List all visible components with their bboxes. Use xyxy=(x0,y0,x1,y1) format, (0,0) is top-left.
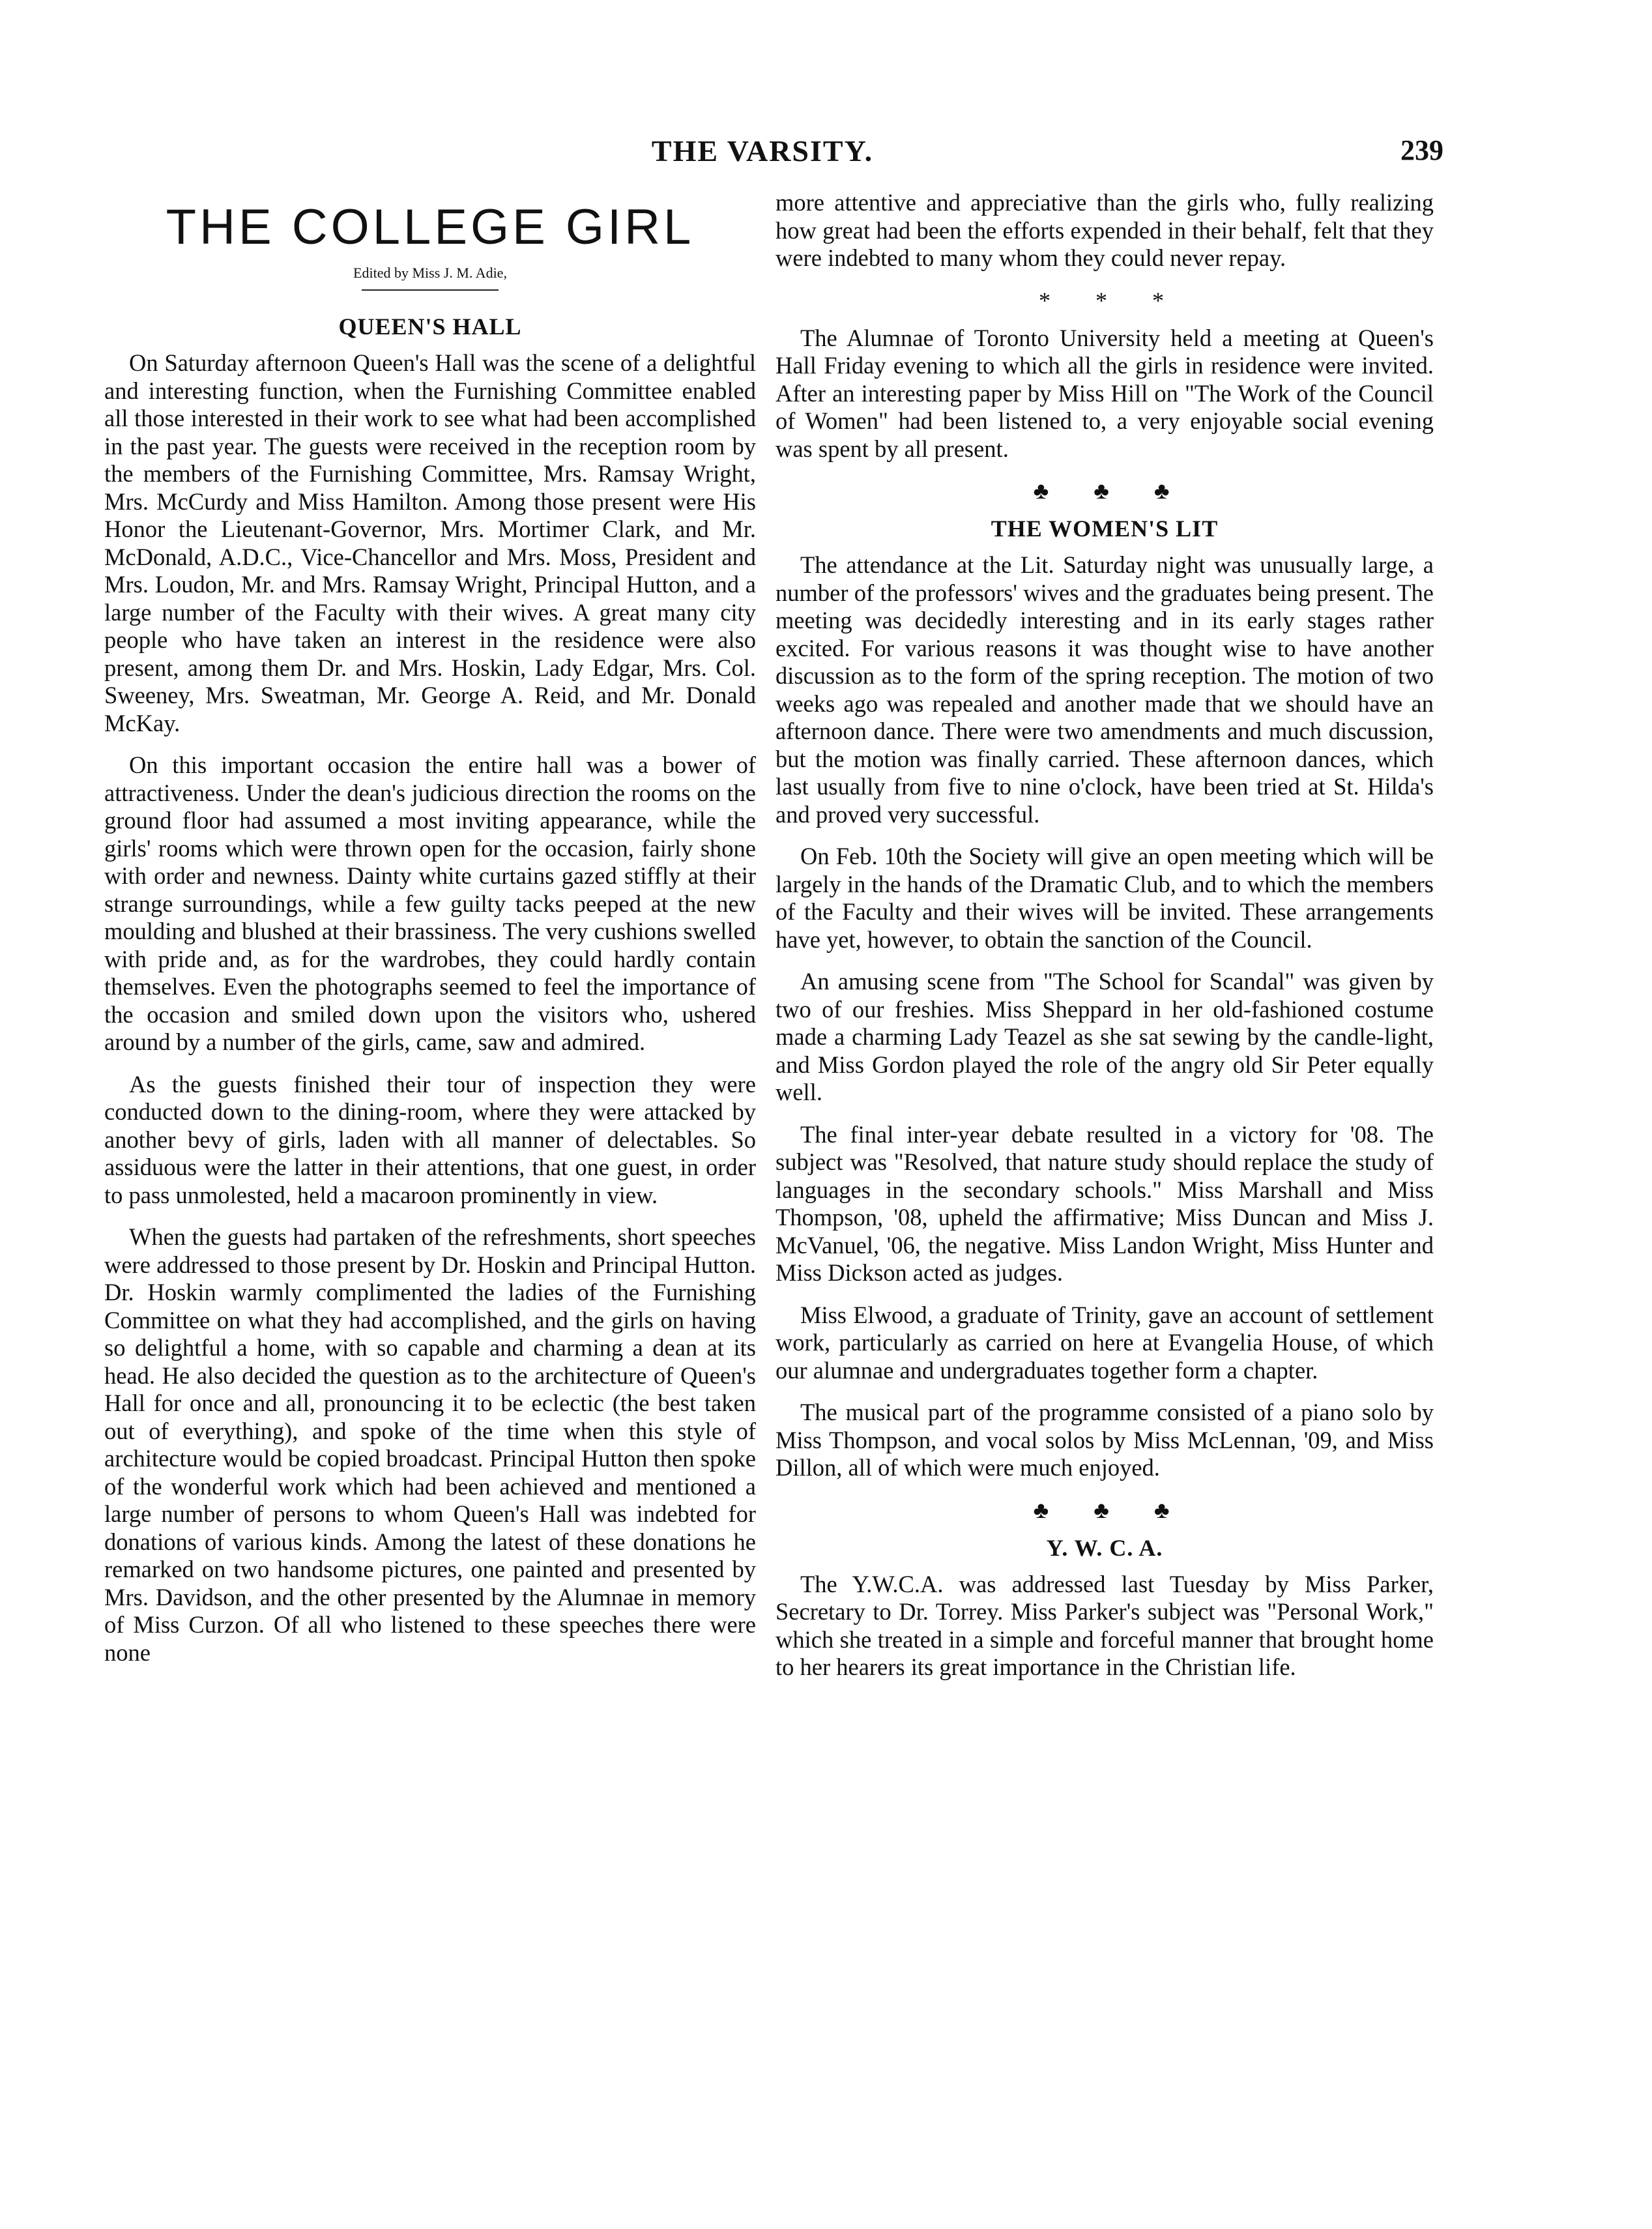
article-paragraph: Miss Elwood, a graduate of Trinity, gave an account of settlement work, particularly as carried on here at Evangelia House, of which our alumnae and undergraduates together form a chapter. xyxy=(775,1301,1434,1384)
page-number: 239 xyxy=(1400,134,1443,166)
department-title: THE COLLEGE GIRL xyxy=(166,199,695,255)
running-title: THE VARSITY. xyxy=(651,134,874,168)
left-column xyxy=(104,186,756,1681)
womens-lit-heading: THE WOMEN'S LIT xyxy=(991,516,1219,542)
article-paragraph: An amusing scene from "The School for Scandal" was given by two of our freshies. Miss Sheppard in her old-fashioned costume made a charming Lady Teazel as she sat sewing by the candle-light, and Miss Gordon played the role of the angry old Sir Peter equally well. xyxy=(775,968,1434,1105)
article-paragraph: The final inter-year debate resulted in a victory for '08. The subject was "Resolved, that nature study should replace the study of languages in the secondary schools." Miss Marshall and Miss Thompson, '08, upheld the affirmative; Miss Duncan and Miss J. McVanuel, '06, the negative. Miss Landon Wright, Miss Hunter and Miss Dickson acted as judges. xyxy=(775,1120,1434,1286)
article-paragraph: On this important occasion the entire hall was a bower of attractiveness. Under the dean's judicious direction the rooms on the ground floor had assumed a most inviting appearance, while the girls' rooms which were thrown open for the occasion, fairly shone with order and newness. Dainty white curtains gazed stiffly at their strange surroundings, while a few guilty tacks peeped at the new moulding and blushed at their brassiness. The very cushions swelled with pride and, as for the wardrobes, they could hardly contain themselves. Even the photographs seemed to feel the importance of the occasion and smiled down upon the visitors who, ushered around by a number of the girls, came, saw and admired. xyxy=(104,751,756,1055)
article-paragraph: The musical part of the programme consisted of a piano solo by Miss Thompson, and vocal solos by Miss McLennan, '09, and Miss Dillon, all of which were much enjoyed. xyxy=(775,1399,1434,1481)
article-paragraph: On Feb. 10th the Society will give an open meeting which will be largely in the hands of the Dramatic Club, and to which the members of the Faculty and their wives will be invited. These arrangements have yet, however, to obtain the sanction of the Council. xyxy=(775,843,1434,953)
continued-paragraph: more attentive and appreciative than the girls who, fully realizing how great had been the efforts expended in their behalf, felt that they were indebted to many whom they could never repay. xyxy=(775,189,1434,271)
byline: Edited by Miss J. M. Adie, xyxy=(353,265,507,281)
queens-hall-heading: QUEEN'S HALL xyxy=(338,313,522,340)
section-ornament: * * * xyxy=(1039,287,1183,313)
article-paragraph: When the guests had partaken of the refreshments, short speeches were addressed to those present by Dr. Hoskin and Principal Hutton. Dr. Hoskin warmly complimented the ladies of the Furnishing Committee on what they had accomplished, and the girls on having so delightful a home, with so capable and charming a dean at its head. He also decided the question as to the architecture of Queen's Hall for once and all, pronouncing it to be eclectic (the best taken out of everything), and spoke of the time when this style of architecture would be copied broadcast. Principal Hutton then spoke of the wonderful work which had been achieved and mentioned a large number of persons to whom Queen's Hall was indebted for donations of various kinds. Among the latest of these donations he remarked on two handsome pictures, one painted and presented by Mrs. Davidson, and the other presented by the Alumnae in memory of Miss Curzon. Of all who listened to these speeches there were none xyxy=(104,1223,756,1666)
section-ornament: ♣ ♣ ♣ xyxy=(1033,478,1189,504)
alumnae-paragraph: The Alumnae of Toronto University held a meeting at Queen's Hall Friday evening to which all the girls in residence were invited. After an interesting paper by Miss Hill on "The Work of the Council of Women" had been listened to, a very enjoyable social evening was spent by all present. xyxy=(775,324,1434,462)
ywca-heading: Y. W. C. A. xyxy=(1046,1534,1163,1561)
article-paragraph: The attendance at the Lit. Saturday night was unusually large, a number of the professors' wives and the graduates being present. The meeting was decidedly interesting and in its early stages rather excited. For various reasons it was thought wise to have another discussion as to the form of the spring reception. The motion of two weeks ago was repealed and another made that we should have an afternoon dance. There were two amendments and much discussion, but the motion was finally carried. These afternoon dances, which last usually from five to nine o'clock, have been tried at St. Hilda's and proved very successful. xyxy=(775,551,1434,828)
title-rule xyxy=(362,289,499,291)
right-column xyxy=(775,189,1434,1696)
ywca-paragraph: The Y.W.C.A. was addressed last Tuesday by Miss Parker, Secretary to Dr. Torrey. Miss Parker's subject was "Personal Work," which she treated in a simple and forceful manner that brought home to her hearers its great importance in the Christian life. xyxy=(775,1570,1434,1680)
article-paragraph: As the guests finished their tour of inspection they were conducted down to the dining-room, where they were attacked by another bevy of girls, laden with all manner of delectables. So assiduous were the latter in their attentions, that one guest, in order to pass unmolested, held a macaroon prominently in view. xyxy=(104,1070,756,1208)
section-ornament: ♣ ♣ ♣ xyxy=(1033,1496,1189,1523)
article-paragraph: On Saturday afternoon Queen's Hall was the scene of a delightful and interesting function, when the Furnishing Committee enabled all those interested in their work to see what had been accomplished in the past year. The guests were received in the reception room by the members of the Furnishing Committee, Mrs. Ramsay Wright, Mrs. McCurdy and Miss Hamilton. Among those present were His Honor the Lieutenant-Governor, Mrs. Mortimer Clark, and Mr. McDonald, A.D.C., Vice-Chancellor and Mrs. Moss, President and Mrs. Loudon, Mr. and Mrs. Ramsay Wright, Principal Hutton, and a large number of the Faculty with their wives. A great many city people who have taken an interest in the residence were also present, among them Dr. and Mrs. Hoskin, Lady Edgar, Mrs. Col. Sweeney, Mrs. Sweatman, Mr. George A. Reid, and Mr. Donald McKay. xyxy=(104,349,756,736)
